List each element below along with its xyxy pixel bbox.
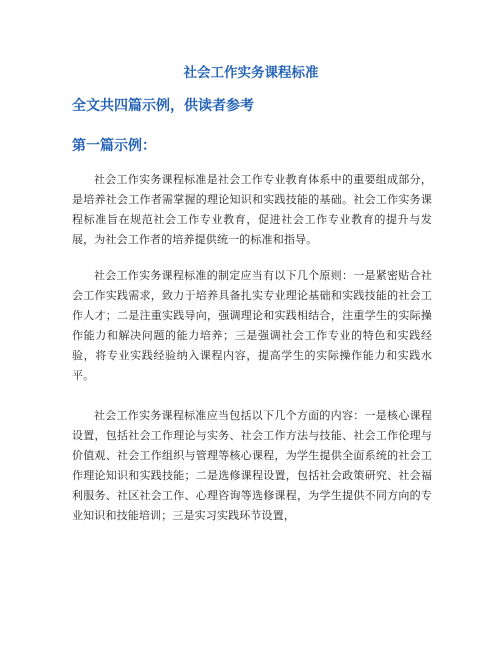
- document-title: 社会工作实务课程标准: [183, 65, 319, 81]
- document-subtitle: 全文共四篇示例，供读者参考: [72, 98, 254, 114]
- paragraph-1: 社会工作实务课程标准是社会工作专业教育体系中的重要组成部分，是培养社会工作者需掌握的理论知识和实践技能的基础。社会工作实务课程标准旨在规范社会工作专业教育，促进社会工作专业教育的提升与发展，为社会工作者的培养提供统一的标准和指导。: [72, 173, 432, 246]
- section-heading: 第一篇示例：: [72, 138, 156, 154]
- paragraph-2: 社会工作实务课程标准的制定应当有以下几个原则：一是紧密贴合社会工作实践需求，致力于培养具备扎实专业理论基础和实践技能的社会工作人才；二是注重实践导向，强调理论和实践相结合，注重学生的实际操作能力和解决问题的能力培养；三是强调社会工作专业的特色和实践经验，将专业实践经验纳入课程内容，提高学生的实际操作能力和实践水平。: [72, 269, 432, 382]
- paragraph-3: 社会工作实务课程标准应当包括以下几个方面的内容：一是核心课程设置，包括社会工作理论与实务、社会工作方法与技能、社会工作伦理与价值观、社会工作组织与管理等核心课程，为学生提供全面系统的社会工作理论知识和实践技能；二是选修课程设置，包括社会政策研究、社会福利服务、社区社会工作、心理咨询等选修课程，为学生提供不同方向的专业知识和技能培训；三是实习实践环节设置，: [72, 409, 432, 522]
